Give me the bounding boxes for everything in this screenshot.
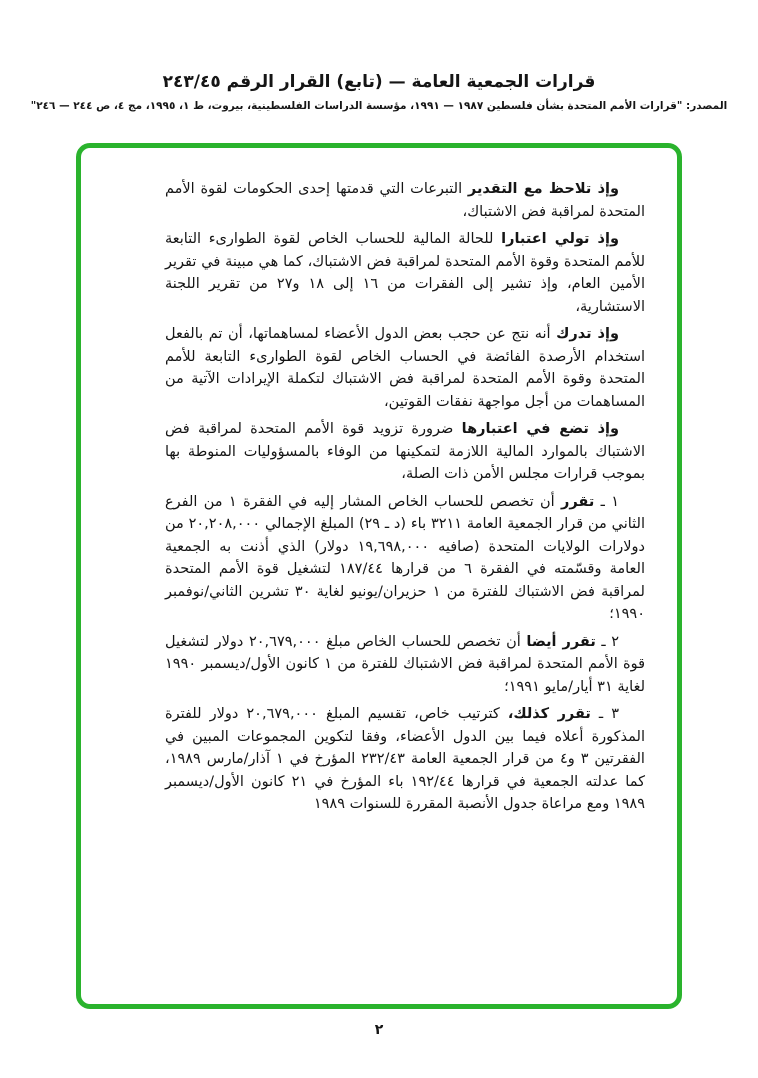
paragraph-text: للحالة المالية للحساب الخاص لقوة الطوارىء التابعة للأمم المتحدة وقوة الأمم المتحدة لمراقبة فض الاشتباك، كما هي مبينة في تقرير الأمين العام، وإذ تشير إلى الفقرات من ١٦ إلى ١٨ و٢٧ من تقرير اللجنة الاستشارية، <box>165 231 645 315</box>
paragraph-text: كترتيب خاص، تقسيم المبلغ ٢٠,٦٧٩,٠٠٠ دولار للفترة المذكورة أعلاه فيما بين الدول الأعضاء، وفقا لتكوين المجموعات المبين في الفقرتين ٣ و٤ من قرار الجمعية العامة ٢٣٢/٤٣ المؤرخ في ١ آذار/مارس ١٩٨٩، كما عدلته الجمعية في قرارها ١٩٢/٤٤ باء المؤرخ في ٢١ كانون الأول/ديسمبر ١٩٨٩ ومع مراعاة جدول الأنصبة المقررة للسنوات ١٩٨٩ <box>165 706 645 812</box>
resolution-paragraph <box>165 228 645 318</box>
resolution-operative-item <box>165 491 645 626</box>
resolution-text-column <box>165 178 645 821</box>
document-frame <box>76 143 682 1009</box>
paragraph-text: التبرعات التي قدمتها إحدى الحكومات لقوة الأمم المتحدة لمراقبة فض الاشتباك، <box>165 181 645 220</box>
paragraph-text: أن تخصص للحساب الخاص مبلغ ٢٠,٦٧٩,٠٠٠ دولار لتشغيل قوة الأمم المتحدة لمراقبة فض الاشتباك للفترة من ١ كانون الأول/ديسمبر ١٩٩٠ لغاية ٣١ أيار/مايو ١٩٩١؛ <box>165 633 645 695</box>
resolution-paragraph <box>165 323 645 413</box>
resolution-paragraph <box>165 178 645 223</box>
resolution-operative-item <box>165 631 645 699</box>
paragraph-lead: تقرر كذلك، <box>507 706 591 722</box>
resolution-operative-item <box>165 703 645 816</box>
paragraph-lead: وإذ تولي اعتبارا <box>501 231 619 247</box>
item-number: ١ ـ <box>600 493 620 510</box>
paragraph-lead: تقرر أيضا <box>526 633 596 650</box>
page-header <box>0 72 758 112</box>
source-citation: المصدر: "قرارات الأمم المتحدة بشأن فلسطين ١٩٨٧ — ١٩٩١، مؤسسة الدراسات الفلسطينية، بيروت، ط ١، ١٩٩٥، مج ٤، ص ٢٤٤ — ٢٤٦" <box>30 100 728 112</box>
paragraph-lead: وإذ تضع في اعتبارها <box>461 421 620 437</box>
paragraph-lead: وإذ تلاحظ مع التقدير <box>467 181 620 197</box>
page-number: ٢ <box>374 1022 384 1038</box>
paragraph-text: أنه نتج عن حجب بعض الدول الأعضاء لمساهماتها، أن تم بالفعل استخدام الأرصدة الفائضة في الحساب الخاص لقوة الطوارىء التابعة للأمم المتحدة وقوة الأمم المتحدة لمراقبة فض الاشتباك لتكملة الإيرادات الآتية من المساهمات من أجل مواجهة نفقات القوتين، <box>165 326 645 410</box>
item-number: ٣ ـ <box>598 706 619 722</box>
paragraph-lead: وإذ تدرك <box>556 326 619 342</box>
paragraph-text: أن تخصص للحساب الخاص المشار إليه في الفقرة ١ من الفرع الثاني من قرار الجمعية العامة ٣٢١١ باء (د ـ ٢٩) المبلغ الإجمالي ٢٠,٢٠٨,٠٠٠ من دولارات الولايات المتحدة (صافيه ١٩,٦٩٨,٠٠٠ دولار) الذي أذنت به الجمعية العامة وقسّمته في الفقرة ٦ من قرارها ١٨٧/٤٤ لتشغيل قوة الأمم المتحدة لمراقبة فض الاشتباك للفترة من ١ حزيران/يونيو لغاية ٣٠ تشرين الثاني/نوفمبر ١٩٩٠؛ <box>165 493 645 622</box>
item-number: ٢ ـ <box>601 633 619 650</box>
paragraph-text: ضرورة تزويد قوة الأمم المتحدة لمراقبة فض الاشتباك بالموارد المالية اللازمة لتمكينها من الوفاء بالمسؤوليات المنوطة بها بموجب قرارات مجلس الأمن ذات الصلة، <box>165 421 645 482</box>
resolution-paragraph <box>165 418 645 486</box>
paragraph-lead: تقرر <box>561 493 595 510</box>
page-title: قرارات الجمعية العامة — (تابع) القرار الرقم ٢٤٣/٤٥ <box>162 72 596 92</box>
